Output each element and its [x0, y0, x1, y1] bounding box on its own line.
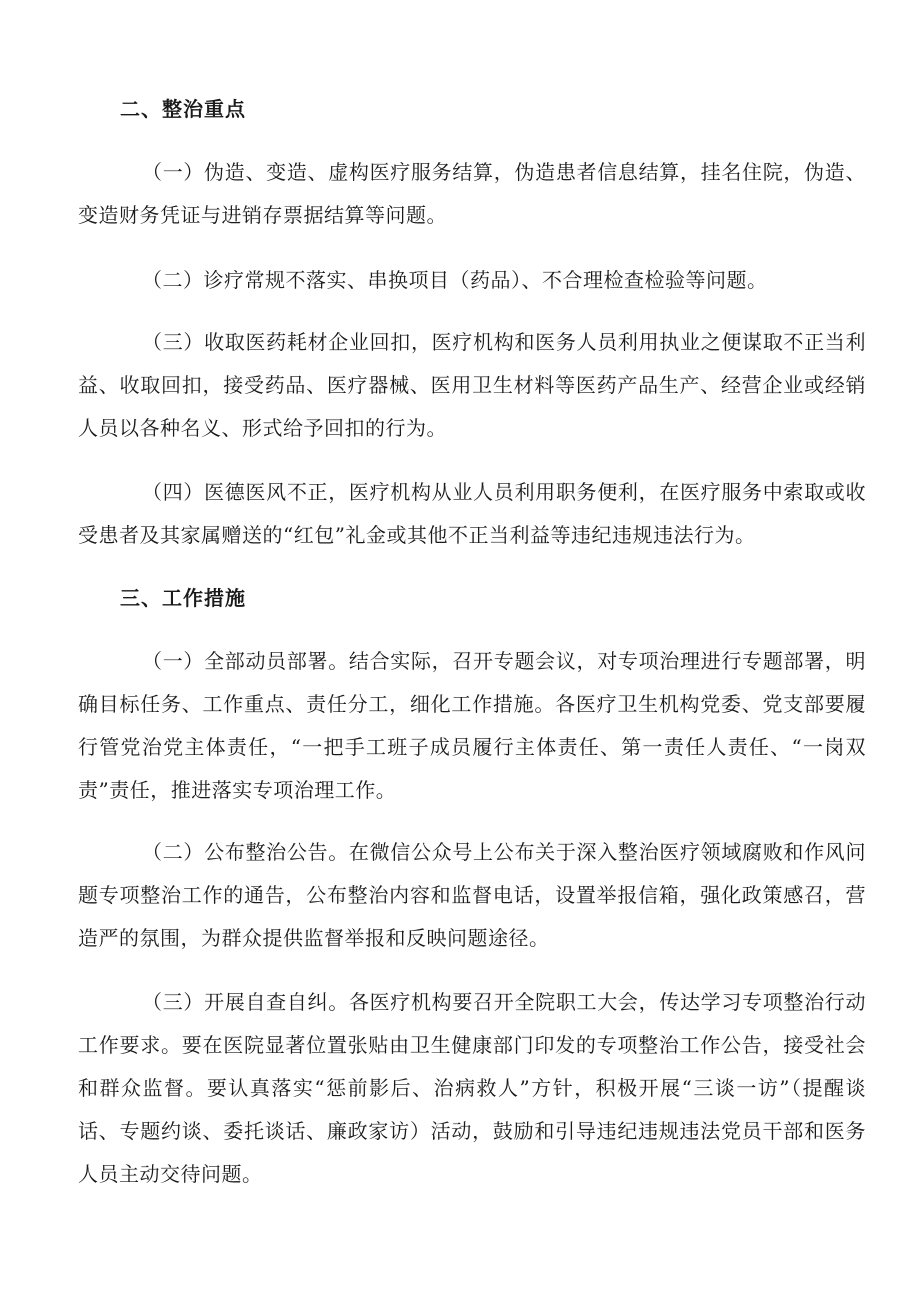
section-heading-work-measures: 三、工作措施	[120, 586, 246, 610]
paragraph-item-3: （三）收取医药耗材企业回扣，医疗机构和医务人员利用执业之便谋取不正当利益、收取回扣，接受药品、医疗器械、医用卫生材料等医药产品生产、经营企业或经销人员以各种名义、形式给予回扣的行为。	[78, 330, 866, 440]
paragraph-measure-3: （三）开展自查自纠。各医疗机构要召开全院职工大会，传达学习专项整治行动工作要求。要在医院显著位置张贴由卫生健康部门印发的专项整治工作公告，接受社会和群众监督。要认真落实“惩前影后、治病救人”方针，积极开展“三谈一访”（提醒谈话、专题约谈、委托谈话、廉政家访）活动，鼓励和引导违纪违规违法党员干部和医务人员主动交待问题。	[78, 990, 866, 1186]
paragraph-item-4: （四）医德医风不正，医疗机构从业人员利用职务便利，在医疗服务中索取或收受患者及其家属赠送的“红包”礼金或其他不正当利益等违纪违规违法行为。	[78, 480, 866, 547]
paragraph-measure-1: （一）全部动员部署。结合实际，召开专题会议，对专项治理进行专题部署，明确目标任务、工作重点、责任分工，细化工作措施。各医疗卫生机构党委、党支部要履行管党治党主体责任，“一把手工班子成员履行主体责任、第一责任人责任、“一岗双责”责任，推进落实专项治理工作。	[78, 649, 866, 802]
paragraph-item-2: （二）诊疗常规不落实、串换项目（药品）、不合理检查检验等问题。	[142, 268, 768, 292]
section-heading-key-rectification: 二、整治重点	[120, 97, 246, 121]
paragraph-item-1: （一）伪造、变造、虚构医疗服务结算，伪造患者信息结算，挂名住院，伪造、变造财务凭证与进销存票据结算等问题。	[78, 160, 866, 227]
paragraph-measure-2: （二）公布整治公告。在微信公众号上公布关于深入整治医疗领域腐败和作风问题专项整治工作的通告，公布整治内容和监督电话，设置举报信箱，强化政策感召，营造严的氛围，为群众提供监督举报和反映问题途径。	[78, 840, 866, 950]
